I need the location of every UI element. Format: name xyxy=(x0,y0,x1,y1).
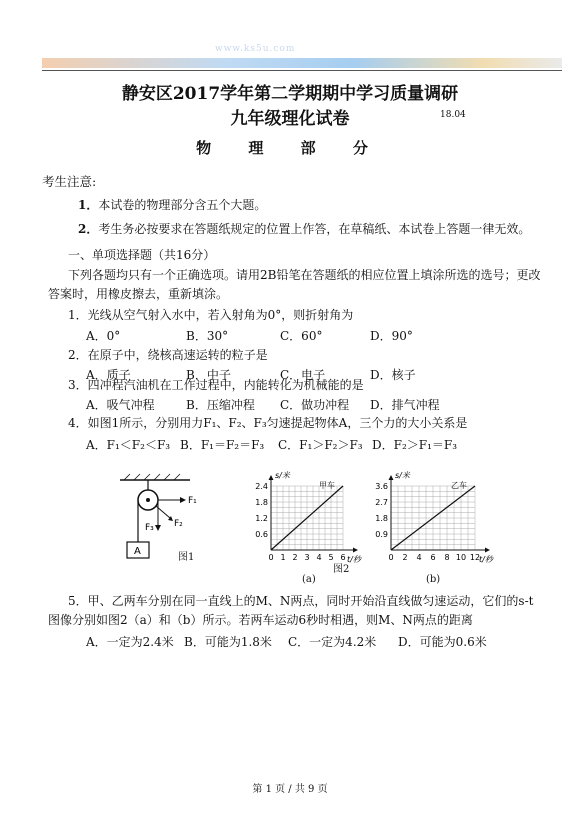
exam-subtitle: 九年级理化试卷 xyxy=(230,109,350,129)
q3-option-d: D．排气冲程 xyxy=(370,398,440,412)
force-f1-label: F₁ xyxy=(188,496,197,506)
force-f2-label: F₂ xyxy=(174,519,183,529)
figure-1-caption: 图1 xyxy=(178,552,195,563)
x-tick-label: 8 xyxy=(444,553,450,562)
x-axis-label: t/秒 xyxy=(347,555,361,564)
q1-option-c: C．60° xyxy=(280,329,323,343)
pulley-axle xyxy=(146,498,150,502)
y-axis-arrow xyxy=(389,475,394,480)
exam-date: 18.04 xyxy=(440,110,466,120)
notice-item-text: 考生务必按要求在答题纸规定的位置上作答，在草稿纸、本试卷上答题一律无效。 xyxy=(98,222,531,236)
question-2-stem: 2．在原子中，绕核高速运转的粒子是 xyxy=(68,348,268,362)
x-tick-label: 6 xyxy=(340,553,346,562)
x-axis-arrow xyxy=(485,548,490,553)
part1-instructions-line2: 答案时，用橡皮擦去，重新填涂。 xyxy=(48,287,229,301)
x-tick-label: 6 xyxy=(430,553,436,562)
x-axis-label: t/秒 xyxy=(479,555,493,564)
x-tick-label: 0 xyxy=(388,553,394,562)
figure-2-caption: 图2 xyxy=(333,564,350,575)
notice-item-2 xyxy=(78,220,530,237)
question-1-stem: 1．光线从空气射入水中，若入射角为0°，则折射角为 xyxy=(68,308,354,322)
figure-2a-chart xyxy=(245,458,365,573)
x-tick-label: 3 xyxy=(304,553,310,562)
y-tick-label: 2.4 xyxy=(255,482,268,491)
y-tick-label: 1.8 xyxy=(375,514,388,523)
header-divider xyxy=(42,70,562,71)
x-tick-label: 4 xyxy=(316,553,322,562)
figure-2b-chart xyxy=(365,458,500,573)
q1-option-a: A．0° xyxy=(86,329,121,343)
q4-option-a: A．F₁＜F₂＜F₃ xyxy=(86,438,171,452)
q4-option-b: B．F₁＝F₂＝F₃ xyxy=(180,438,265,452)
header-banner xyxy=(42,58,562,68)
chart-title: 甲车 xyxy=(319,481,335,490)
q4-option-c: C．F₁＞F₂＞F₃ xyxy=(278,438,363,452)
figure-2a-sublabel: (a) xyxy=(302,574,316,585)
x-tick-label: 4 xyxy=(416,553,422,562)
q2-option-c: C．电子 xyxy=(280,368,326,382)
section-title: 物 理 部 分 xyxy=(196,139,384,157)
x-tick-label: 1 xyxy=(280,553,286,562)
y-tick-label: 3.6 xyxy=(375,482,388,491)
y-axis-label: s/米 xyxy=(395,471,410,480)
x-tick-label: 10 xyxy=(455,553,467,562)
part1-instructions-line1: 下列各题均只有一个正确选项。请用2B铅笔在答题纸的相应位置上填涂所选的选号；更改 xyxy=(68,268,541,282)
y-tick-label: 2.7 xyxy=(375,498,388,507)
y-tick-label: 1.8 xyxy=(255,498,268,507)
force-f3-label: F₃ xyxy=(145,523,154,533)
q5-option-d: D．可能为0.6米 xyxy=(398,635,487,649)
question-5-stem-line1: 5．甲、乙两车分别在同一直线上的M、N两点，同时开始沿直线做匀速运动，它们的s-t xyxy=(68,594,534,608)
notice-item-1 xyxy=(78,196,266,213)
q2-option-b: B．中子 xyxy=(186,368,231,382)
notice-item-number: 1． xyxy=(78,198,99,212)
question-4-stem: 4．如图1所示，分别用力F₁、F₂、F₃匀速提起物体A，三个力的大小关系是 xyxy=(68,416,468,430)
figure-2b-sublabel: (b) xyxy=(426,574,441,585)
q3-option-a: A．吸气冲程 xyxy=(86,398,155,412)
q4-option-d: D．F₂＞F₁＝F₃ xyxy=(372,438,458,452)
notice-heading: 考生注意: xyxy=(42,174,97,189)
question-3-stem: 3．四冲程汽油机在工作过程中，内能转化为机械能的是 xyxy=(68,378,364,392)
q5-option-a: A．一定为2.4米 xyxy=(86,635,174,649)
force-f3-head xyxy=(155,525,161,531)
x-tick-label: 5 xyxy=(328,553,334,562)
q1-option-b: B．30° xyxy=(186,329,229,343)
y-tick-label: 0.9 xyxy=(375,530,388,539)
chart-title: 乙车 xyxy=(451,481,467,490)
y-axis-arrow xyxy=(269,475,274,480)
watermark: www.ks5u.com xyxy=(215,44,296,54)
q1-option-d: D．90° xyxy=(370,329,413,343)
ceiling-hatching xyxy=(124,474,180,480)
x-axis-arrow xyxy=(353,548,358,553)
q3-option-c: C．做功冲程 xyxy=(280,398,350,412)
page-footer: 第 1 页 / 共 9 页 xyxy=(252,784,328,795)
x-tick-label: 12 xyxy=(469,553,481,562)
force-f1-head xyxy=(180,497,186,503)
q3-option-b: B．压缩冲程 xyxy=(186,398,255,412)
x-tick-label: 2 xyxy=(292,553,298,562)
q5-option-b: B．可能为1.8米 xyxy=(184,635,272,649)
q5-option-c: C．一定为4.2米 xyxy=(288,635,377,649)
y-axis-label: s/米 xyxy=(275,471,290,480)
q2-option-a: A．质子 xyxy=(86,368,131,382)
y-tick-label: 1.2 xyxy=(255,514,268,523)
question-5-stem-line2: 图像分别如图2（a）和（b）所示。若两车运动6秒时相遇，则M、N两点的距离 xyxy=(48,613,473,627)
x-tick-label: 2 xyxy=(402,553,408,562)
notice-item-text: 本试卷的物理部分含五个大题。 xyxy=(98,198,267,212)
part1-heading: 一、单项选择题（共16分） xyxy=(68,248,216,262)
y-tick-label: 0.6 xyxy=(255,530,268,539)
q2-option-d: D．核子 xyxy=(370,368,416,382)
figure-1-pulley xyxy=(110,470,230,570)
exam-title: 静安区2017学年第二学期期中学习质量调研 xyxy=(121,84,459,104)
notice-item-number: 2． xyxy=(78,222,99,236)
object-a-label: A xyxy=(134,546,141,557)
x-tick-label: 0 xyxy=(268,553,274,562)
